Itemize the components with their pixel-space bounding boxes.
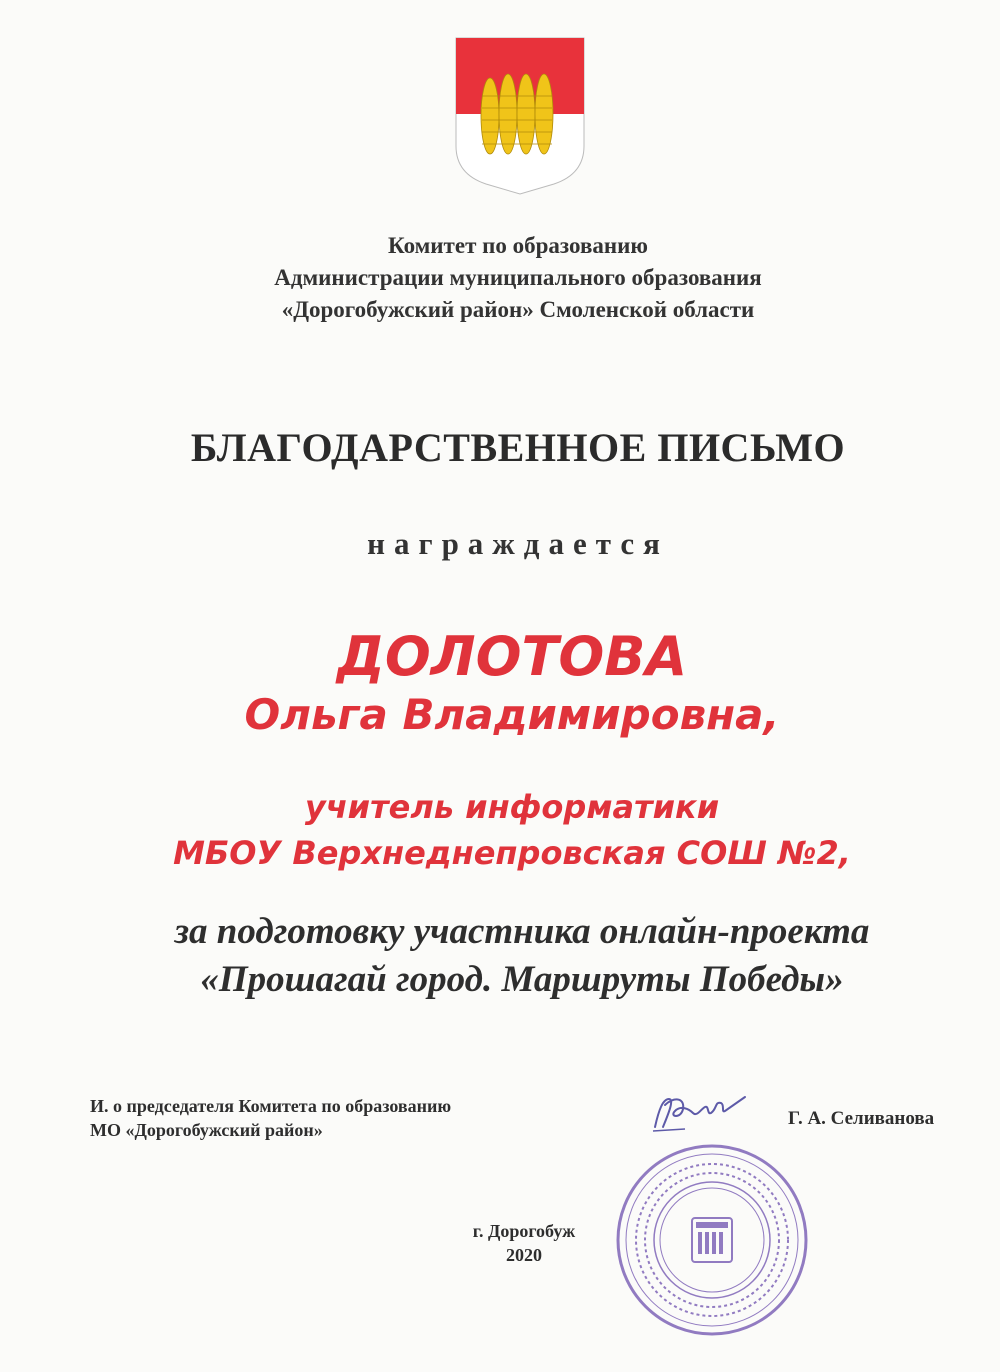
issuer-line-2: Администрации муниципального образования [274, 265, 762, 290]
award-reason-line-2: «Прошагай город. Маршруты Победы» [200, 959, 844, 1000]
recipient-surname: ДОЛОТОВА [336, 625, 688, 688]
document-title: БЛАГОДАРСТВЕННОЕ ПИСЬМО [190, 425, 846, 470]
issuer-line-1: Комитет по образованию [388, 233, 648, 258]
awarded-label: награждается [367, 526, 669, 561]
recipient-school: МБОУ Верхнеднепровская СОШ №2, [173, 834, 851, 872]
handwritten-signature [645, 1087, 755, 1137]
recipient-position: учитель информатики [304, 788, 720, 826]
signatory-name: Г. А. Селиванова [788, 1108, 935, 1129]
signatory-role-line-1: И. о председателя Комитета по образованию [90, 1096, 452, 1116]
year-of-issue: 2020 [506, 1245, 542, 1265]
place-of-issue: г. Дорогобуж [472, 1221, 576, 1241]
coat-of-arms-emblem [454, 36, 586, 196]
award-reason-line-1: за подготовку участника онлайн-проекта [174, 911, 870, 952]
signatory-role-line-2: МО «Дорогобужский район» [90, 1120, 323, 1140]
issuer-line-3: «Дорогобужский район» Смоленской области [281, 297, 755, 322]
recipient-given-names: Ольга Владимировна, [244, 690, 780, 739]
